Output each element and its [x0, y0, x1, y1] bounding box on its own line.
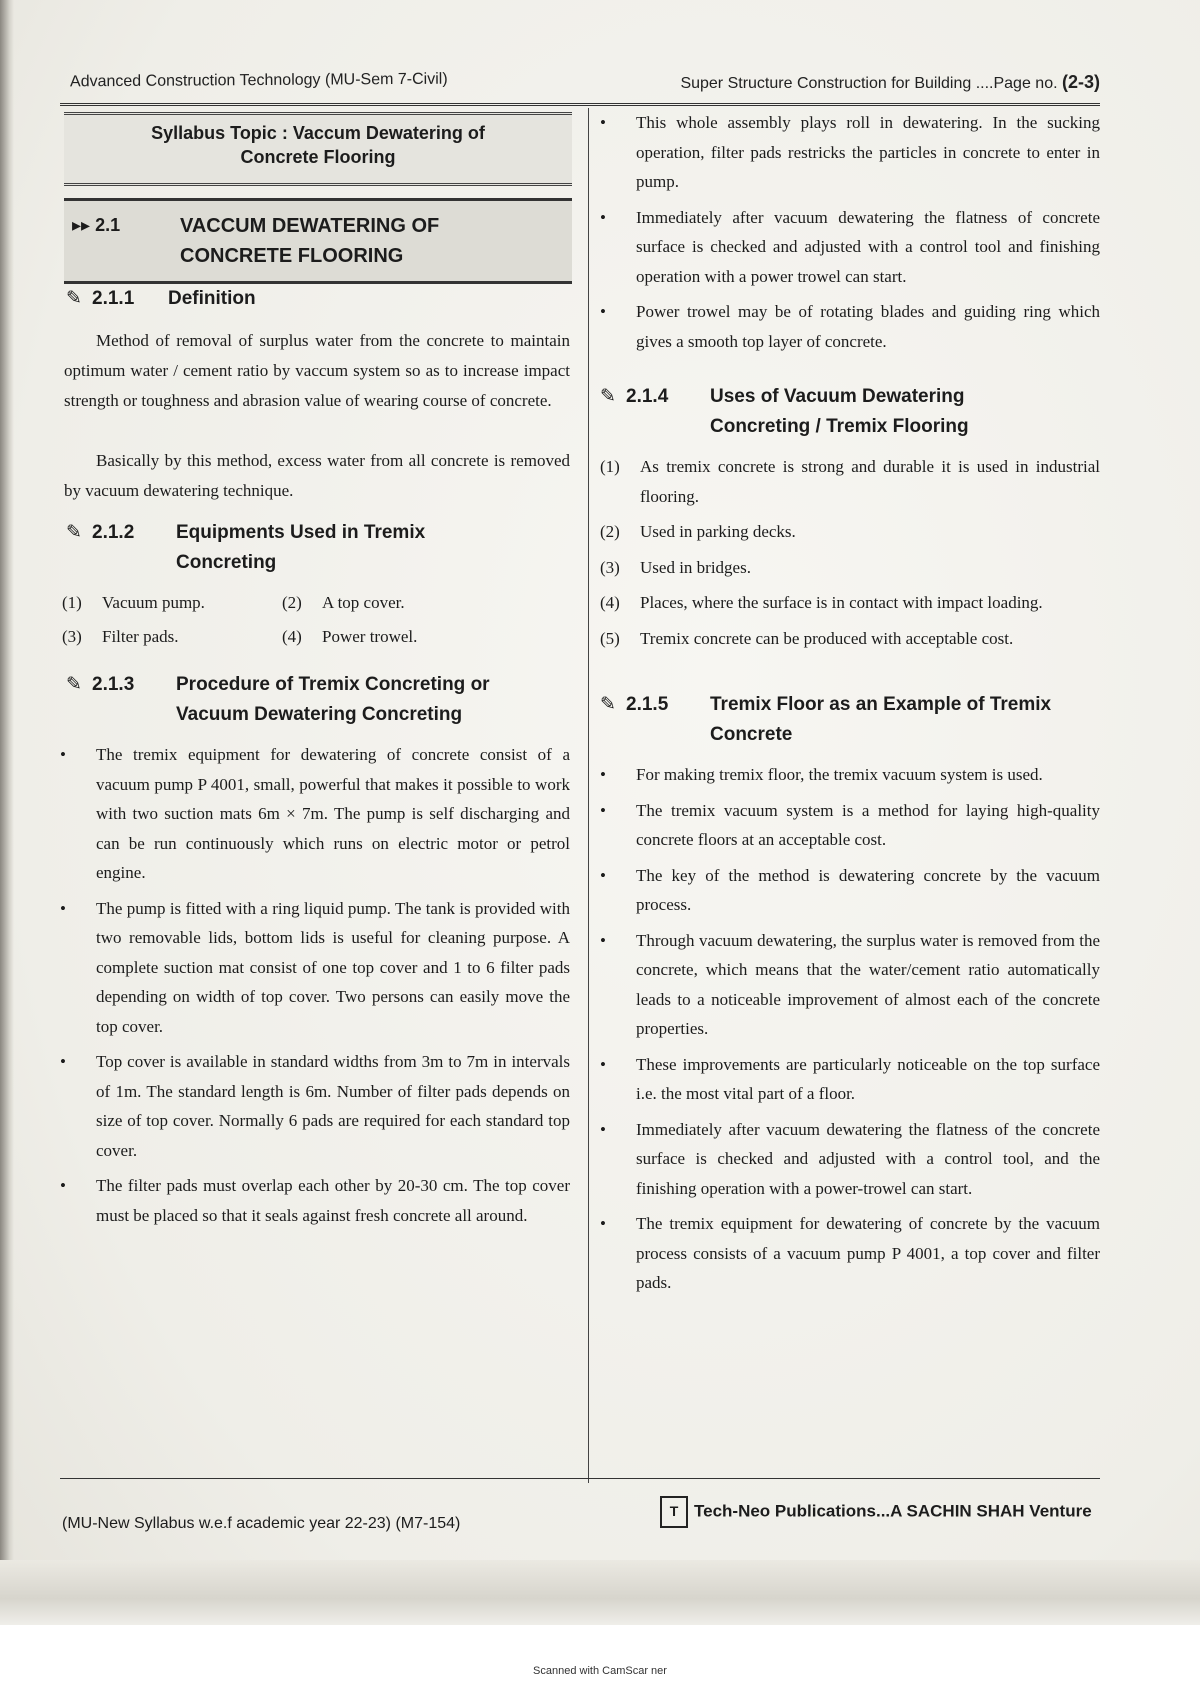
list-item: (4) Places, where the surface is in contact with impact loading.	[600, 593, 1043, 612]
tremix-floor-bullet-list	[598, 760, 1100, 1304]
uses-numbered-list	[600, 452, 1100, 659]
section-number: ▸▸ 2.1	[72, 215, 121, 235]
subsection-heading-2-1-3: ✎ 2.1.3 Procedure of Tremix Concreting or Vacuum Dewatering Concreting	[66, 670, 576, 700]
bullet-icon: •	[600, 800, 606, 820]
assembly-bullet-list	[598, 108, 1100, 362]
section-heading-2-1	[64, 198, 572, 284]
double-arrow-icon: ▸▸	[72, 215, 91, 235]
list-item: • The tremix vacuum system is a method for laying high-quality concrete floors at an acceptable cost.	[598, 796, 1100, 855]
list-item: (3) Used in bridges.	[600, 557, 751, 577]
footer-rule	[60, 1478, 1100, 1479]
scanner-strip	[0, 1625, 1200, 1698]
equipment-item-4: (4) Power trowel.	[282, 627, 418, 646]
scanner-watermark: Scanned with CamScar ner	[533, 1665, 667, 1677]
list-item: (1) As tremix concrete is strong and durable it is used in industrial flooring.	[600, 457, 1100, 506]
list-item: • Power trowel may be of rotating blades and guiding ring which gives a smooth top layer of concrete.	[598, 297, 1100, 356]
pencil-icon: ✎	[66, 288, 82, 309]
list-item: • The pump is fitted with a ring liquid pump. The tank is provided with two removable lids, bottom lids is useful for cleaning purpose. A complete suction mat consist of one top cover and 1 to 6 filter pads depending on width of top cover. Two persons can easily move the top cover.	[58, 894, 570, 1042]
list-item: • These improvements are particularly noticeable on the top surface i.e. the most vital part of a floor.	[598, 1050, 1100, 1109]
subsection-heading-2-1-2: ✎ 2.1.2 Equipments Used in Tremix Concreting	[66, 518, 566, 548]
running-header-right	[680, 72, 1100, 93]
bullet-icon: •	[600, 865, 606, 885]
bullet-icon: •	[600, 1054, 606, 1074]
bullet-icon: •	[600, 113, 606, 132]
bullet-icon: •	[600, 302, 606, 321]
list-item: • The tremix equipment for dewatering of concrete by the vacuum process consists of a vacuum pump P 4001, a top cover and filter pads.	[598, 1209, 1100, 1298]
section-title: VACCUM DEWATERING OF CONCRETE FLOORING	[180, 215, 440, 267]
list-item: • The key of the method is dewatering concrete by the vacuum process.	[598, 861, 1100, 920]
list-item: • This whole assembly plays roll in dewatering. In the sucking operation, filter pads restricks the particles in concrete to enter in pump.	[598, 108, 1100, 197]
bullet-icon: •	[600, 930, 606, 950]
footer-publisher: T Tech-Neo Publications...A SACHIN SHAH Venture	[660, 1496, 1092, 1528]
bullet-icon: •	[60, 745, 66, 764]
subsection-heading-2-1-1: ✎ 2.1.1 Definition	[66, 284, 256, 314]
page-number: (2-3)	[1061, 72, 1100, 92]
list-item: • Top cover is available in standard widths from 3m to 7m in intervals of 1m. The standard length is 6m. Number of filter pads depends on size of top cover. Normally 6 pads are required for each standard top cover.	[58, 1047, 570, 1165]
bullet-icon: •	[60, 1176, 66, 1195]
list-item: • Through vacuum dewatering, the surplus water is removed from the concrete, which means that the water/cement ratio automatically leads to a noticeable improvement of almost each of the concrete properties.	[598, 926, 1100, 1044]
footer-syllabus-note: (MU-New Syllabus w.e.f academic year 22-23) (M7-154)	[62, 1515, 461, 1532]
bullet-icon: •	[600, 1119, 606, 1139]
bullet-icon: •	[600, 1214, 606, 1233]
bullet-icon: •	[60, 1052, 66, 1071]
syllabus-topic-line2: Concrete Flooring	[240, 147, 396, 167]
procedure-bullet-list	[58, 740, 570, 1236]
scan-bottom-shade	[0, 1560, 1200, 1630]
pencil-icon: ✎	[66, 522, 82, 543]
equipment-item-3: (3) Filter pads.	[62, 627, 179, 646]
bullet-icon: •	[600, 765, 606, 784]
definition-paragraph-1: Method of removal of surplus water from the concrete to maintain optimum water / cement ratio by vaccum system so as to increase impact strength or toughness and abrasion value of wearing course of concrete.	[64, 331, 570, 410]
list-item: • Immediately after vacuum dewatering the flatness of concrete surface is checked and adjusted with a control tool and finishing operation with a power trowel can start.	[598, 203, 1100, 292]
list-item: • The filter pads must overlap each other by 20-30 cm. The top cover must be placed so that it seals against fresh concrete all around.	[58, 1171, 570, 1230]
bullet-icon: •	[600, 207, 606, 227]
list-item: • The tremix equipment for dewatering of concrete consist of a vacuum pump P 4001, small, powerful that makes it possible to work with two suction mats 6m × 7m. The pump is self discharging and can be run continuously which runs on electric motor or petrol engine.	[58, 740, 570, 888]
list-item: (2) Used in parking decks.	[600, 522, 796, 541]
list-item: • For making tremix floor, the tremix vacuum system is used.	[598, 760, 1100, 790]
pencil-icon: ✎	[600, 386, 616, 407]
header-rule	[60, 103, 1100, 106]
list-item: • Immediately after vacuum dewatering the flatness of the concrete surface is checked and adjusted with a control tool, and the finishing operation with a power-trowel can start.	[598, 1115, 1100, 1204]
column-divider	[588, 108, 589, 1483]
syllabus-topic-line1: Syllabus Topic : Vaccum Dewatering of	[151, 123, 485, 143]
tech-neo-logo-icon: T	[660, 1496, 688, 1528]
subsection-heading-2-1-5: ✎ 2.1.5 Tremix Floor as an Example of Tremix Concrete	[600, 690, 1100, 720]
header-chapter-title: Super Structure Construction for Building ....Page no.	[680, 75, 1058, 92]
definition-paragraph-2: Basically by this method, excess water from all concrete is removed by vacuum dewatering technique.	[64, 451, 570, 500]
pencil-icon: ✎	[600, 694, 616, 715]
bullet-icon: •	[60, 898, 66, 918]
running-header-left: Advanced Construction Technology (MU-Sem 7-Civil)	[69, 70, 448, 91]
scan-edge-shadow	[0, 0, 14, 1698]
syllabus-topic-box	[64, 112, 572, 186]
list-item: (5) Tremix concrete can be produced with acceptable cost.	[600, 628, 1014, 648]
pencil-icon: ✎	[66, 674, 82, 695]
subsection-heading-2-1-4: ✎ 2.1.4 Uses of Vacuum Dewatering Concreting / Tremix Flooring	[600, 382, 1100, 412]
equipment-item-2: (2) A top cover.	[282, 593, 405, 612]
equipment-item-1: (1) Vacuum pump.	[62, 593, 205, 612]
